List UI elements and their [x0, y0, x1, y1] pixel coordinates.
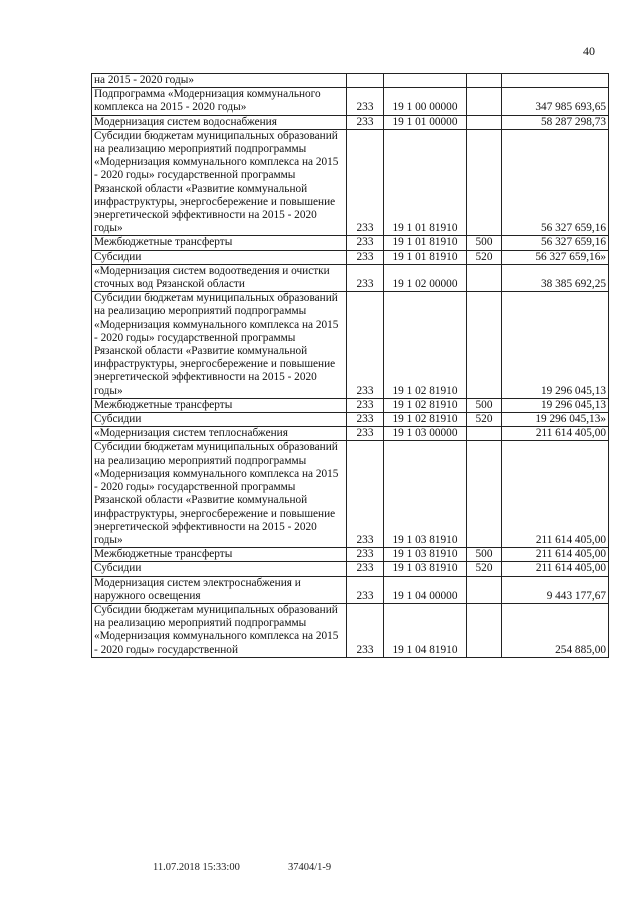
table-row [92, 236, 609, 250]
row-name: Субсидии [92, 562, 347, 576]
row-expense-type: 500 [467, 398, 502, 412]
row-amount: 58 287 298,73 [502, 115, 609, 129]
row-code: 233 [347, 562, 384, 576]
row-amount: 211 614 405,00 [502, 548, 609, 562]
row-expense-type: 520 [467, 250, 502, 264]
row-name: Межбюджетные трансферты [92, 548, 347, 562]
row-amount: 254 885,00 [502, 603, 609, 657]
row-code: 233 [347, 548, 384, 562]
row-article: 19 1 01 81910 [384, 129, 467, 236]
row-article: 19 1 04 81910 [384, 603, 467, 657]
row-name: Субсидии бюджетам муниципальных образований на реализацию мероприятий подпрограммы «Модернизация коммунального комплекса на 2015 - 2020 годы» государственной программы Рязанской области «Развитие коммунальной инфраструктуры, энергосбережение и повышение энергетической эффективности на 2015 - 2020 годы» [92, 129, 347, 236]
row-article: 19 1 03 81910 [384, 562, 467, 576]
row-code: 233 [347, 88, 384, 115]
row-name: Подпрограмма «Модернизация коммунального комплекса на 2015 - 2020 годы» [92, 88, 347, 115]
row-expense-type: 500 [467, 548, 502, 562]
row-name: Межбюджетные трансферты [92, 398, 347, 412]
row-article: 19 1 01 81910 [384, 250, 467, 264]
row-code: 233 [347, 441, 384, 548]
row-expense-type [467, 264, 502, 291]
row-article: 19 1 03 81910 [384, 548, 467, 562]
row-article: 19 1 02 81910 [384, 413, 467, 427]
row-expense-type [467, 115, 502, 129]
table-row [92, 74, 609, 88]
table-row [92, 292, 609, 399]
row-article: 19 1 02 81910 [384, 292, 467, 399]
row-name: Модернизация систем электроснабжения и наружного освещения [92, 576, 347, 603]
budget-table-body [92, 74, 609, 658]
row-amount: 19 296 045,13 [502, 292, 609, 399]
row-expense-type [467, 74, 502, 88]
table-row [92, 264, 609, 291]
budget-table [91, 73, 609, 658]
row-article: 19 1 04 00000 [384, 576, 467, 603]
row-expense-type [467, 576, 502, 603]
table-row [92, 115, 609, 129]
row-name: Субсидии бюджетам муниципальных образований на реализацию мероприятий подпрограммы «Модернизация коммунального комплекса на 2015 - 2020 годы» государственной [92, 603, 347, 657]
row-article: 19 1 01 81910 [384, 236, 467, 250]
row-amount: 56 327 659,16» [502, 250, 609, 264]
row-amount: 19 296 045,13 [502, 398, 609, 412]
row-amount: 56 327 659,16 [502, 129, 609, 236]
row-code: 233 [347, 129, 384, 236]
row-amount: 347 985 693,65 [502, 88, 609, 115]
row-amount: 9 443 177,67 [502, 576, 609, 603]
row-name: Модернизация систем водоснабжения [92, 115, 347, 129]
row-code: 233 [347, 603, 384, 657]
row-code: 233 [347, 264, 384, 291]
row-expense-type [467, 427, 502, 441]
row-name: Субсидии бюджетам муниципальных образований на реализацию мероприятий подпрограммы «Модернизация коммунального комплекса на 2015 - 2020 годы» государственной программы Рязанской области «Развитие коммунальной инфраструктуры, энергосбережение и повышение энергетической эффективности на 2015 - 2020 годы» [92, 292, 347, 399]
row-amount: 56 327 659,16 [502, 236, 609, 250]
table-row [92, 603, 609, 657]
table-row [92, 562, 609, 576]
row-article: 19 1 02 81910 [384, 398, 467, 412]
row-expense-type: 500 [467, 236, 502, 250]
print-timestamp: 11.07.2018 15:33:00 [153, 862, 240, 873]
table-row [92, 413, 609, 427]
row-expense-type: 520 [467, 562, 502, 576]
row-article [384, 74, 467, 88]
row-amount: 211 614 405,00 [502, 427, 609, 441]
row-article: 19 1 03 81910 [384, 441, 467, 548]
row-code: 233 [347, 115, 384, 129]
row-code: 233 [347, 292, 384, 399]
row-amount: 211 614 405,00 [502, 562, 609, 576]
row-article: 19 1 02 00000 [384, 264, 467, 291]
document-id: 37404/1-9 [288, 862, 332, 873]
row-expense-type [467, 603, 502, 657]
row-name: Субсидии [92, 413, 347, 427]
row-amount: 38 385 692,25 [502, 264, 609, 291]
row-code: 233 [347, 427, 384, 441]
row-expense-type [467, 88, 502, 115]
table-row [92, 129, 609, 236]
table-row [92, 548, 609, 562]
row-code [347, 74, 384, 88]
row-name: Межбюджетные трансферты [92, 236, 347, 250]
row-code: 233 [347, 398, 384, 412]
table-row [92, 427, 609, 441]
row-amount [502, 74, 609, 88]
table-row [92, 576, 609, 603]
row-expense-type [467, 441, 502, 548]
table-row [92, 441, 609, 548]
row-article: 19 1 00 00000 [384, 88, 467, 115]
row-name: на 2015 - 2020 годы» [92, 74, 347, 88]
row-amount: 211 614 405,00 [502, 441, 609, 548]
row-expense-type [467, 292, 502, 399]
row-name: «Модернизация систем водоотведения и очистки сточных вод Рязанской области [92, 264, 347, 291]
row-expense-type: 520 [467, 413, 502, 427]
table-row [92, 88, 609, 115]
row-article: 19 1 03 00000 [384, 427, 467, 441]
row-expense-type [467, 129, 502, 236]
row-name: Субсидии бюджетам муниципальных образований на реализацию мероприятий подпрограммы «Модернизация коммунального комплекса на 2015 - 2020 годы» государственной программы Рязанской области «Развитие коммунальной инфраструктуры, энергосбережение и повышение энергетической эффективности на 2015 - 2020 годы» [92, 441, 347, 548]
row-name: Субсидии [92, 250, 347, 264]
row-article: 19 1 01 00000 [384, 115, 467, 129]
table-row [92, 250, 609, 264]
row-code: 233 [347, 413, 384, 427]
row-code: 233 [347, 576, 384, 603]
row-amount: 19 296 045,13» [502, 413, 609, 427]
row-code: 233 [347, 236, 384, 250]
row-code: 233 [347, 250, 384, 264]
row-name: «Модернизация систем теплоснабжения [92, 427, 347, 441]
table-row [92, 398, 609, 412]
page-number: 40 [583, 44, 595, 58]
